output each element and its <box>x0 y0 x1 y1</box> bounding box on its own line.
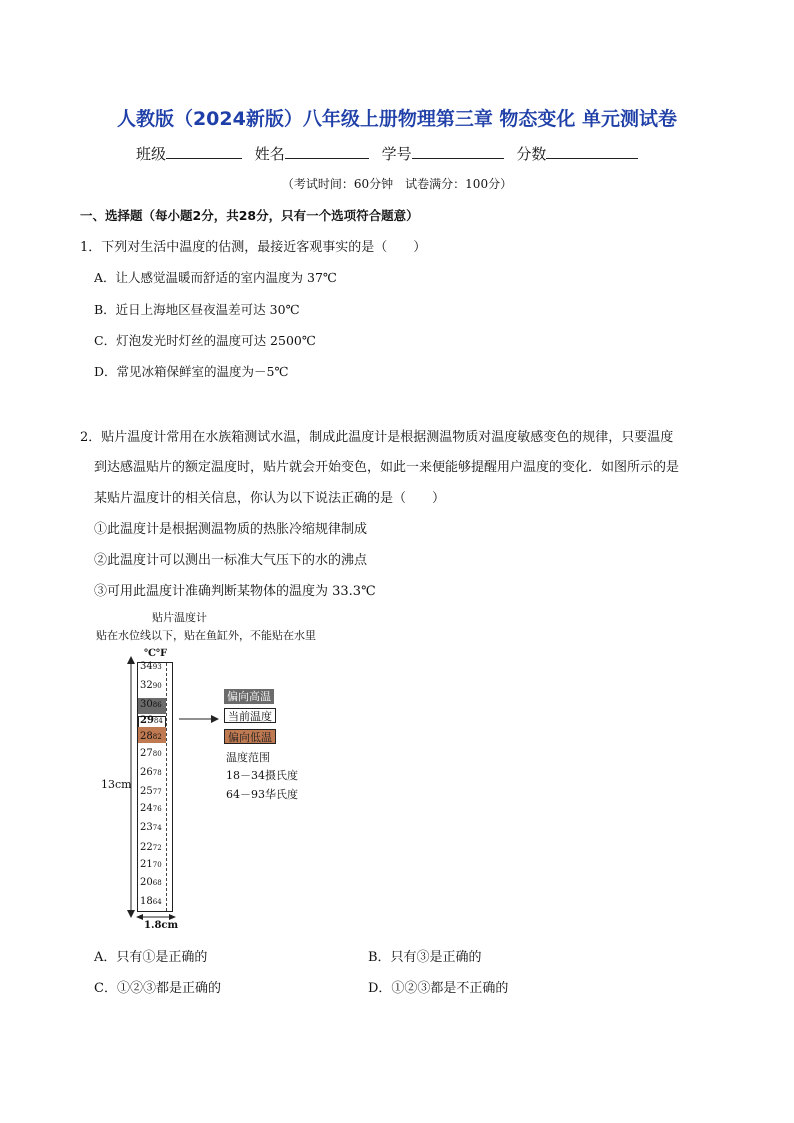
q2-statement-1: ①此温度计是根据测温物质的热胀冷缩规律制成 <box>94 522 368 537</box>
tick-fahrenheit: 82 <box>152 733 162 741</box>
width-label: 1.8cm <box>144 920 179 931</box>
tick-celsius: 29 <box>140 715 154 726</box>
page-title: 人教版（2024新版）八年级上册物理第三章 物态变化 单元测试卷 <box>116 108 678 130</box>
figure-caption: 贴片温度计 <box>152 611 207 624</box>
q1-option-a: A．让人感觉温暖而舒适的室内温度为 37℃ <box>94 270 337 285</box>
student-info-row <box>136 143 646 164</box>
legend-high: 偏向高温 <box>224 689 274 704</box>
tick-celsius: 25 <box>140 786 153 797</box>
q2-stem-line-2: 到达感温贴片的额定温度时，贴片就会开始变色，如此一来便能够提醒用户温度的变化．如图所示的是 <box>94 460 680 475</box>
student-id-blank[interactable] <box>412 144 504 159</box>
tick-fahrenheit: 70 <box>152 861 162 869</box>
tick-fahrenheit: 78 <box>152 769 162 777</box>
tick-celsius: 34 <box>140 661 153 672</box>
tick-celsius: 23 <box>140 822 153 833</box>
tick-fahrenheit: 93 <box>152 663 162 671</box>
q2-statement-3: ③可用此温度计准确判断某物体的温度为 33.3℃ <box>94 584 376 599</box>
q2-stem-line-1: 2．贴片温度计常用在水族箱测试水温，制成此温度计是根据测温物质对温度敏感变色的规律，只要温度 <box>80 430 674 445</box>
q1-option-b: B．近日上海地区昼夜温差可达 30℃ <box>94 302 300 317</box>
q2-statement-2: ②此温度计可以测出一标准大气压下的水的沸点 <box>94 553 368 568</box>
legend-current: 当前温度 <box>224 708 276 723</box>
score-label: 分数 <box>516 145 547 163</box>
tick-label <box>140 767 170 778</box>
tick-label <box>140 877 170 888</box>
tick-label <box>140 786 170 797</box>
tick-label <box>140 803 170 814</box>
tick-fahrenheit: 68 <box>152 879 162 887</box>
tick-celsius: 26 <box>140 767 153 778</box>
tick-fahrenheit: 80 <box>152 750 162 758</box>
figure-note: 贴在水位线以下，贴在鱼缸外，不能贴在水里 <box>96 629 316 642</box>
name-blank[interactable] <box>285 144 369 159</box>
q2-option-b: B．只有③是正确的 <box>368 950 482 965</box>
tick-label <box>140 748 170 759</box>
pointer-arrow <box>179 714 221 724</box>
class-blank[interactable] <box>166 144 242 159</box>
tick-celsius: 28 <box>140 731 153 742</box>
range-celsius: 18－34摄氏度 <box>226 769 298 782</box>
tick-fahrenheit: 72 <box>152 844 162 852</box>
q2-option-c: C．①②③都是正确的 <box>94 981 221 996</box>
tick-label <box>140 896 170 907</box>
tick-celsius: 18 <box>140 896 153 907</box>
q1-option-d: D．常见冰箱保鲜室的温度为－5℃ <box>94 364 289 379</box>
tick-fahrenheit: 90 <box>152 682 162 690</box>
tick-label <box>140 859 170 870</box>
tick-celsius: 22 <box>140 842 153 853</box>
q2-option-a: A．只有①是正确的 <box>94 950 208 965</box>
tick-fahrenheit: 64 <box>152 898 162 906</box>
tick-celsius: 24 <box>140 803 153 814</box>
q2-option-d: D．①②③都是不正确的 <box>368 981 509 996</box>
tick-fahrenheit: 84 <box>153 717 163 725</box>
name-label: 姓名 <box>254 145 285 163</box>
tick-label <box>140 661 170 672</box>
tick-label <box>140 842 170 853</box>
exam-info: （考试时间：60分钟 试卷满分：100分） <box>281 177 513 191</box>
tick-label <box>140 699 170 710</box>
tick-fahrenheit: 77 <box>152 788 162 796</box>
tick-fahrenheit: 76 <box>152 805 162 813</box>
tick-label <box>140 715 170 726</box>
height-label: 13cm <box>101 778 132 791</box>
tick-fahrenheit: 86 <box>152 701 162 709</box>
tick-fahrenheit: 74 <box>152 824 162 832</box>
score-blank[interactable] <box>546 144 638 159</box>
class-label: 班级 <box>136 145 167 163</box>
tick-celsius: 30 <box>140 699 153 710</box>
tick-celsius: 21 <box>140 859 153 870</box>
tick-celsius: 32 <box>140 680 153 691</box>
q2-stem-line-3: 某贴片温度计的相关信息，你认为以下说法正确的是（ ） <box>94 491 446 506</box>
q1-stem: 1．下列对生活中温度的估测，最接近客观事实的是（ ） <box>80 240 427 255</box>
q1-option-c: C．灯泡发光时灯丝的温度可达 2500℃ <box>94 333 316 348</box>
unit-header: ℃℉ <box>144 648 168 659</box>
student-id-label: 学号 <box>381 145 412 163</box>
tick-label <box>140 822 170 833</box>
range-fahrenheit: 64－93华氏度 <box>226 788 298 801</box>
tick-celsius: 20 <box>140 877 153 888</box>
legend-low: 偏向低温 <box>224 729 276 744</box>
section-title: 一、选择题（每小题2分，共28分，只有一个选项符合题意） <box>80 208 419 223</box>
tick-label <box>140 680 170 691</box>
tick-label <box>140 731 170 742</box>
tick-celsius: 27 <box>140 748 153 759</box>
range-title: 温度范围 <box>226 751 270 764</box>
